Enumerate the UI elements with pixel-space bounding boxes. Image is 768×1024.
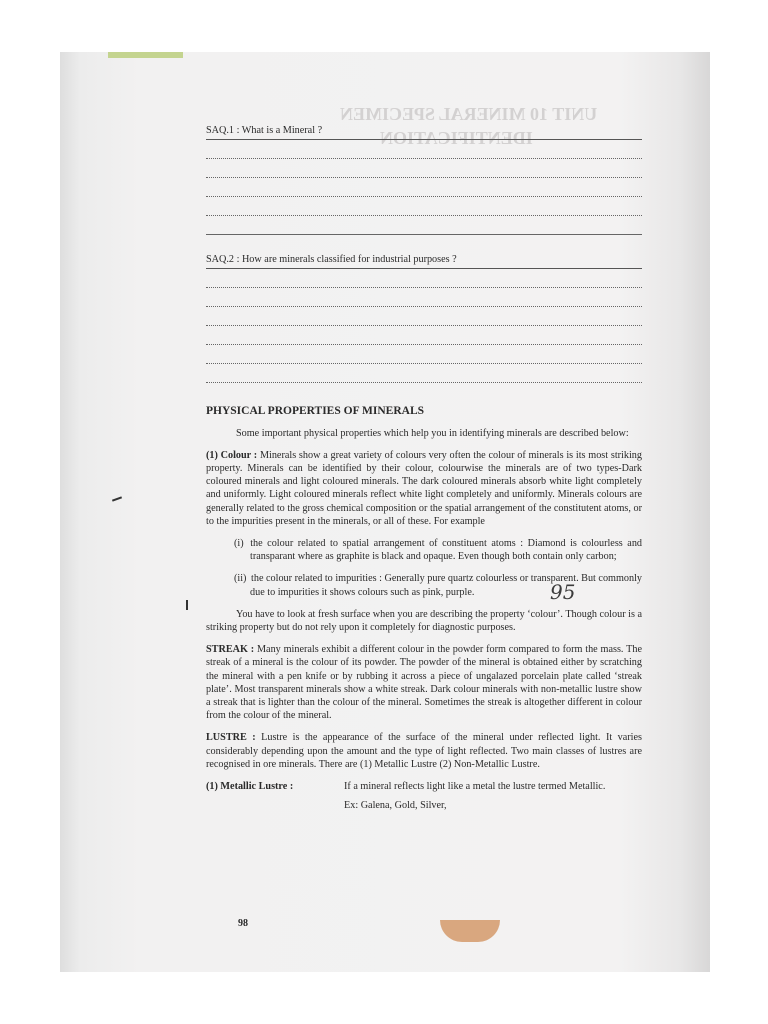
metallic-term: (1) Metallic Lustre : [206, 781, 294, 793]
item-label: (ii) [234, 573, 247, 585]
colour-paragraph [206, 449, 642, 528]
item-text: the colour related to spatial arrangement of constituent atoms : Diamond is colourless and transparant where as graphite is black and opaque. Even though both contain only carbon; [250, 538, 643, 563]
answer-line [206, 363, 642, 364]
metallic-definition: If a mineral reflects light like a metal the lustre termed Metallic. [344, 781, 606, 793]
page-content [206, 124, 642, 812]
intro-paragraph: Some important physical properties which help you in identifying minerals are described below: [236, 427, 629, 439]
answer-line [206, 215, 642, 216]
bleed-through-heading: UNIT 10 MINERAL SPECIMEN [340, 104, 598, 124]
item-label: (i) [234, 538, 244, 550]
streak-text: Many minerals exhibit a different colour in the powder form compared to form the mass. The streak of a mineral is the colour of its powder. The powder of the mineral is obtained either by scratching the mineral with a pen knife or by rubbing it across a piece of ungalazed porcelain plate called ‘streak plate’. Most transparent minerals show a white streak. Dark colour minerals with non-metallic lustre show a streak that is lighter than the colour of the mineral. Sometimes the streak is altogether different in colour from the colour of the mineral. [206, 644, 642, 722]
answer-line [206, 177, 642, 178]
streak-label: STREAK : [206, 644, 255, 656]
answer-line [206, 382, 642, 383]
answer-line [206, 196, 642, 197]
answer-line [206, 344, 642, 345]
section-title: PHYSICAL PROPERTIES OF MINERALS [206, 405, 425, 418]
page-number: 98 [238, 918, 248, 929]
document-page [60, 52, 710, 972]
margin-mark [112, 496, 122, 501]
bleed-through-heading-2: IDENTIFICATION [380, 128, 533, 148]
streak-paragraph [206, 643, 642, 722]
lustre-label: LUSTRE : [206, 732, 256, 744]
answer-line [206, 234, 642, 235]
lustre-paragraph [206, 731, 642, 771]
saq2-question: SAQ.2 : How are minerals classified for industrial purposes ? [206, 253, 642, 269]
metallic-example: Ex: Galena, Gold, Silver, [344, 800, 447, 812]
metallic-lustre-row [206, 780, 642, 793]
colour-item-1 [234, 537, 642, 563]
answer-line [206, 325, 642, 326]
saq1-question: SAQ.1 : What is a Mineral ? [206, 124, 642, 140]
page-tab-strip [108, 52, 183, 58]
colour-note: You have to look at fresh surface when you are describing the property ‘colour’. Though colour is a striking property but do not rely upon it completely for diagnostic purposes. [206, 608, 642, 634]
answer-line [206, 287, 642, 288]
colour-item-2 [234, 572, 642, 598]
item-text: the colour related to impurities : Generally pure quartz colourless or transparent. But commonly due to impurities it shows colours such as pink, purple. [250, 573, 643, 598]
lustre-text: Lustre is the appearance of the surface of the mineral under reflected light. It varies considerably depending upon the amount and the type of light reflected. Two main classes of lustres are recognised in ore minerals. There are (1) Metallic Lustre (2) Non-Metallic Lustre. [206, 732, 642, 770]
saq1-block [206, 124, 642, 235]
saq2-block [206, 253, 642, 383]
handwritten-mark: 95 [550, 580, 576, 604]
margin-mark [186, 600, 188, 610]
answer-line [206, 306, 642, 307]
colour-text: Minerals show a great variety of colours very often the colour of minerals is its most striking property. Minerals can be identified by their colour, colourwise the minerals are of two types-Dark coloured minerals and light coloured minerals. The dark coloured minerals absorb white light completely and uniformly. Light coloured minerals reflect white light completely and uniformly. Minerals colours are generally related to the gross chemical composition or the spatial arrangement of the constitutent atoms, or to the impurities present in the minerals, or all of these. For example [206, 449, 642, 527]
colour-label: (1) Colour : [206, 449, 258, 461]
answer-line [206, 158, 642, 159]
